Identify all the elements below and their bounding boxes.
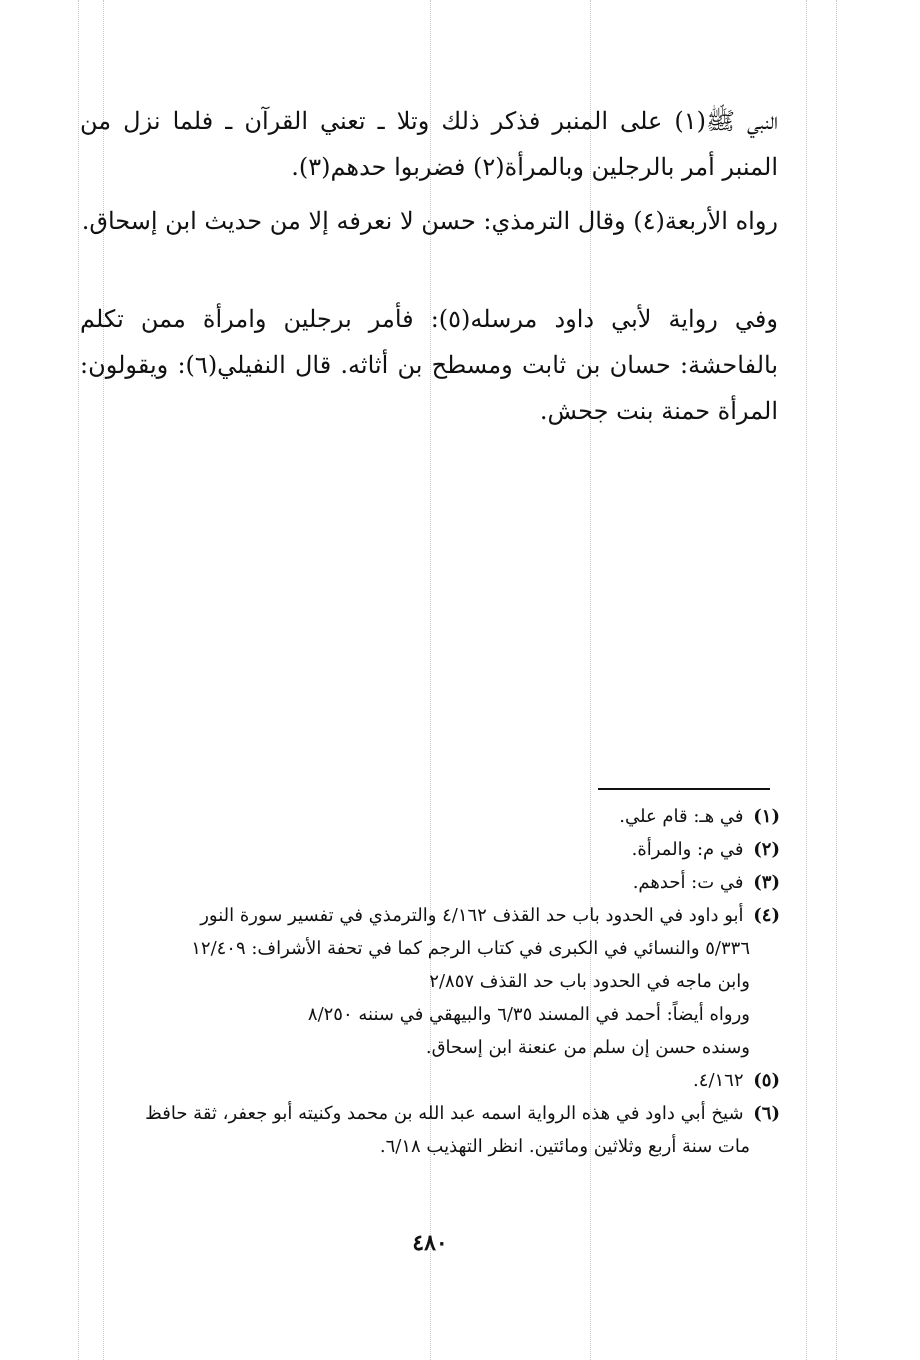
footnote-text: في م: والمرأة. [631,839,744,860]
page-number: ٤٨٠ [412,1230,448,1256]
paragraph-text: رواه الأربعة(٤) وقال الترمذي: حسن لا نعرفه إلا من حديث ابن إسحاق. [81,207,778,235]
footnote-text: في هـ: قام علي. [619,806,744,827]
footnote-number: (٤) [753,905,780,926]
footnote-5 [80,1064,780,1097]
body-paragraph-1 [80,98,778,190]
paragraph-text: وفي رواية لأبي داود مرسله(٥): فأمر برجلين وامرأة ممن تكلم بالفاحشة: حسان بن ثابت ومسطح بن أثاثه. قال النفيلي(٦): ويقولون: المرأة حمنة بنت جحش. [80,305,778,425]
footnote-separator [598,788,770,790]
footnote-text: وابن ماجه في الحدود باب حد القذف ٢/٨٥٧ [429,971,750,992]
paragraph-text: النبي ﷺ(١) على المنبر فذكر ذلك وتلا ـ تعني القرآن ـ فلما نزل من المنبر أمر بالرجلين وبالمرأة(٢) فضربوا حدهم(٣). [80,107,778,181]
footnotes-section [80,800,780,1163]
footnote-number: (٣) [753,872,780,893]
footnote-text: وسنده حسن إن سلم من عنعنة ابن إسحاق. [425,1037,750,1058]
footnote-2 [80,833,780,866]
footnote-4 [80,899,780,1064]
scan-guide-line [806,0,807,1360]
body-paragraph-3 [80,296,778,434]
footnote-6 [80,1097,780,1163]
scan-guide-line [836,0,837,1360]
footnote-text: ٤/١٦٢. [693,1070,744,1091]
footnote-text: أبو داود في الحدود باب حد القذف ٤/١٦٢ والترمذي في تفسير سورة النور [200,905,744,926]
footnote-text: ٥/٣٣٦ والنسائي في الكبرى في كتاب الرجم كما في تحفة الأشراف: ١٢/٤٠٩ [191,938,750,959]
footnote-3 [80,866,780,899]
footnote-number: (٢) [753,839,780,860]
footnote-number: (٥) [753,1070,780,1091]
footnote-number: (١) [753,806,780,827]
footnote-1 [80,800,780,833]
footnote-text: ورواه أيضاً: أحمد في المسند ٦/٣٥ والبيهقي في سننه ٨/٢٥٠ [307,1004,750,1025]
footnote-text: مات سنة أربع وثلاثين ومائتين. انظر التهذيب ٦/١٨. [379,1136,750,1157]
footnote-text: في ت: أحدهم. [632,872,744,893]
scan-guide-line [78,0,79,1360]
footnote-number: (٦) [753,1103,780,1124]
footnote-text: شيخ أبي داود في هذه الرواية اسمه عبد الله بن محمد وكنيته أبو جعفر، ثقة حافظ [145,1103,744,1124]
body-paragraph-2 [80,198,778,244]
